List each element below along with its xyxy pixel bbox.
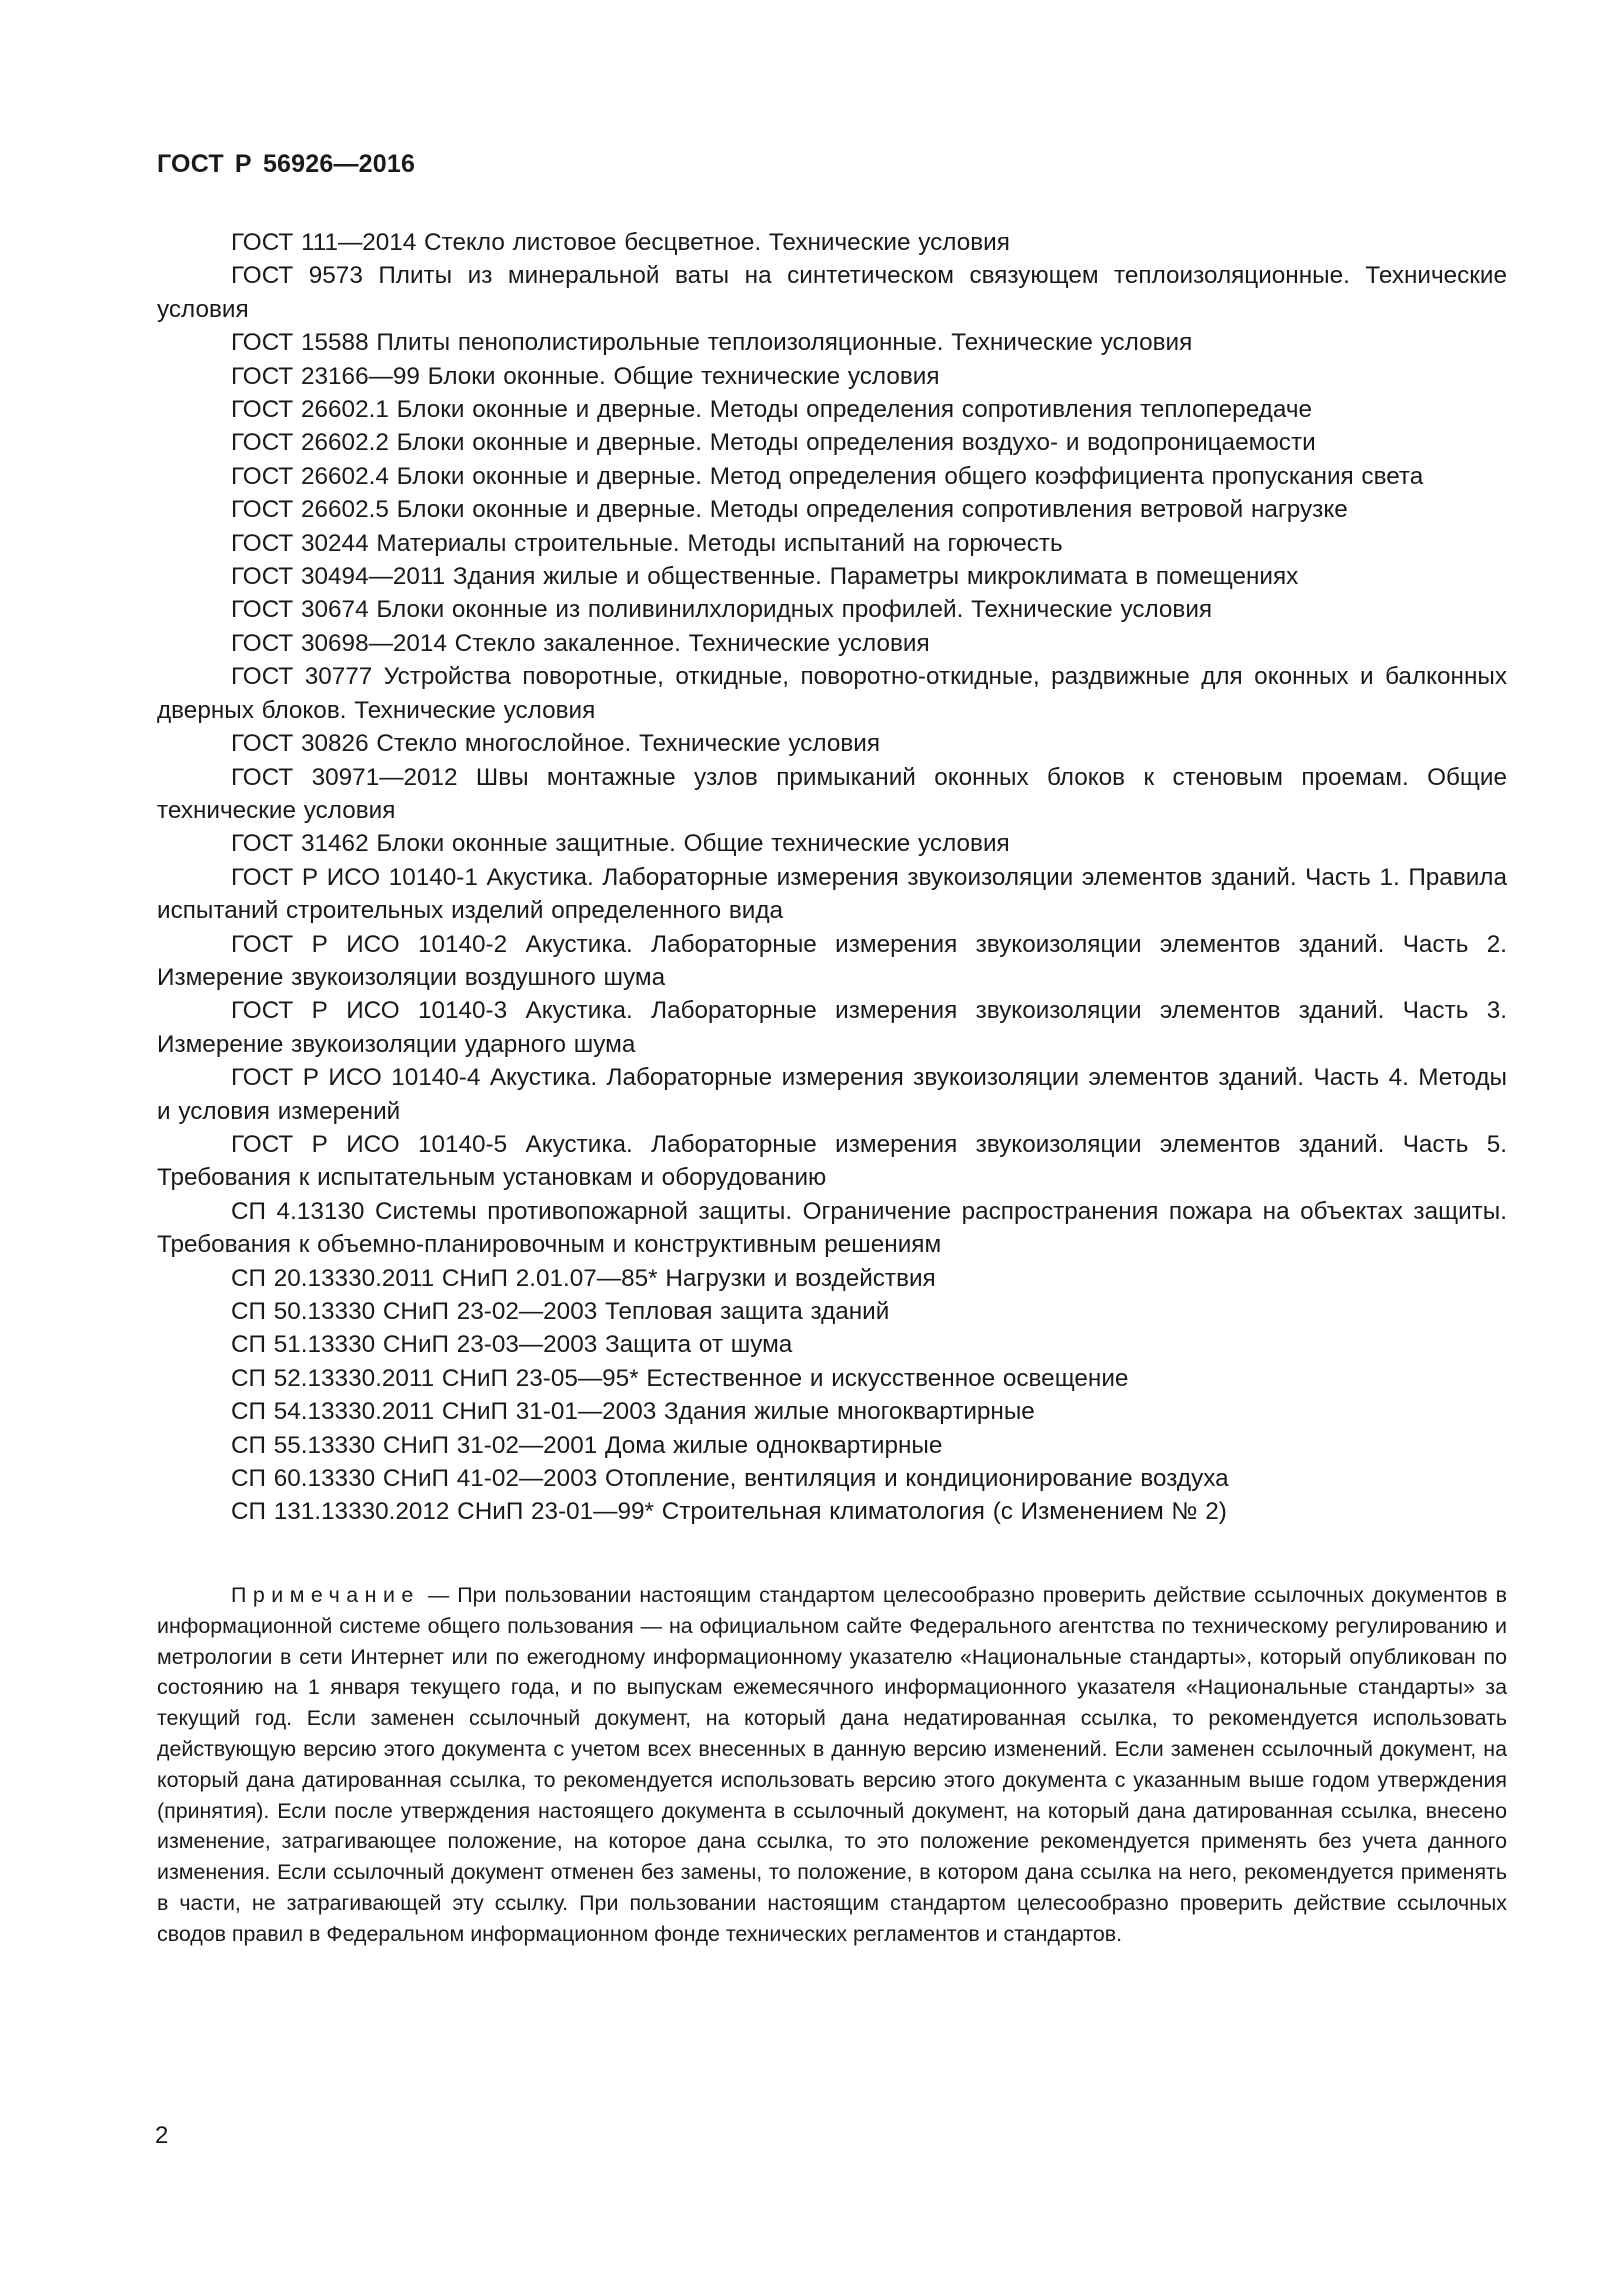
reference-item: СП 131.13330.2012 СНиП 23-01—99* Строительная климатология (с Изменением № 2) <box>231 1498 1227 1526</box>
reference-item: СП 51.13330 СНиП 23-03—2003 Защита от шума <box>231 1331 793 1359</box>
reference-item: ГОСТ 9573 Плиты из минеральной ваты на синтетическом связующем теплоизоляционные. Технические условия <box>157 262 1507 323</box>
reference-item: СП 4.13130 Системы противопожарной защиты. Ограничение распространения пожара на объектах защиты. Требования к объемно-планировочным и конструктивным решениям <box>157 1197 1507 1259</box>
reference-item: СП 54.13330.2011 СНиП 31-01—2003 Здания жилые многоквартирные <box>231 1398 1035 1426</box>
reference-item: ГОСТ Р ИСО 10140-5 Акустика. Лабораторные измерения звукоизоляции элементов зданий. Часть 5. Требования к испытательным установкам и оборудованию <box>157 1130 1507 1192</box>
reference-item: ГОСТ 26602.1 Блоки оконные и дверные. Методы определения сопротивления теплопередаче <box>231 396 1313 424</box>
reference-item: ГОСТ 30777 Устройства поворотные, откидные, поворотно-откидные, раздвижные для оконных и балконных дверных блоков. Технические условия <box>157 663 1507 724</box>
reference-item: ГОСТ 30674 Блоки оконные из поливинилхлоридных профилей. Технические условия <box>231 596 1213 624</box>
reference-item: ГОСТ 26602.2 Блоки оконные и дверные. Методы определения воздухо- и водопроницаемости <box>231 429 1316 457</box>
reference-item: СП 20.13330.2011 СНиП 2.01.07—85* Нагрузки и воздействия <box>231 1264 936 1292</box>
reference-item: ГОСТ 30244 Материалы строительные. Методы испытаний на горючесть <box>231 529 1063 557</box>
reference-item: ГОСТ Р ИСО 10140-3 Акустика. Лабораторные измерения звукоизоляции элементов зданий. Часть 3. Измерение звукоизоляции ударного шума <box>157 997 1507 1058</box>
reference-item: ГОСТ Р ИСО 10140-1 Акустика. Лабораторные измерения звукоизоляции элементов зданий. Часть 1. Правила испытаний строительных изделий определенного вида <box>157 863 1507 925</box>
reference-item: ГОСТ 30971—2012 Швы монтажные узлов примыканий оконных блоков к стеновым проемам. Общие технические условия <box>157 763 1507 824</box>
reference-item: ГОСТ 26602.5 Блоки оконные и дверные. Методы определения сопротивления ветровой нагрузке <box>231 496 1348 524</box>
page-number: 2 <box>155 2122 169 2149</box>
reference-item: ГОСТ 111—2014 Стекло листовое бесцветное. Технические условия <box>231 229 1010 256</box>
reference-item: ГОСТ 30494—2011 Здания жилые и общественные. Параметры микроклимата в помещениях <box>231 563 1299 591</box>
reference-item: ГОСТ 31462 Блоки оконные защитные. Общие технические условия <box>231 830 1010 858</box>
reference-item: СП 55.13330 СНиП 31-02—2001 Дома жилые одноквартирные <box>231 1431 943 1459</box>
reference-item: ГОСТ Р ИСО 10140-4 Акустика. Лабораторные измерения звукоизоляции элементов зданий. Часть 4. Методы и условия измерений <box>157 1064 1507 1125</box>
reference-item: ГОСТ 30826 Стекло многослойное. Технические условия <box>231 730 880 758</box>
reference-item: ГОСТ 30698—2014 Стекло закаленное. Технические условия <box>231 629 930 657</box>
reference-item: ГОСТ 26602.4 Блоки оконные и дверные. Метод определения общего коэффициента пропускания света <box>231 462 1424 490</box>
note-paragraph <box>157 1580 1507 1950</box>
reference-item: СП 50.13330 СНиП 23-02—2003 Тепловая защита зданий <box>231 1298 890 1325</box>
reference-item: ГОСТ 15588 Плиты пенополистирольные теплоизоляционные. Технические условия <box>231 329 1193 357</box>
note-text: При пользовании настоящим стандартом целесообразно проверить действие ссылочных документов в информационной системе общего пользования — на официальном сайте Федерального агентства по техническому регулированию и метрологии в сети Интернет или по ежегодному информационному указателю «Национальные стандарты», который опубликован по состоянию на 1 января текущего года, и по выпускам ежемесячного информационного указателя «Национальные стандарты» за текущий год. Если заменен ссылочный документ, на который дана недатированная ссылка, то рекомендуется использовать действующую версию этого документа с учетом всех внесенных в данную версию изменений. Если заменен ссылочный документ, на который дана датированная ссылка, то рекомендуется использовать версию этого документа с указанным выше годом утверждения (принятия). Если после утверждения настоящего документа в ссылочный документ, на который дана датированная ссылка, внесено изменение, затрагивающее положение, на которое дана ссылка, то это положение рекомендуется применять без учета данного изменения. Если ссылочный документ отменен без замены, то положение, в котором дана ссылка на него, рекомендуется применять в части, не затрагивающей эту ссылку. При пользовании настоящим стандартом целесообразно проверить действие ссылочных сводов правил в Федеральном информационном фонде технических регламентов и стандартов. <box>157 1583 1507 1946</box>
reference-item: СП 52.13330.2011 СНиП 23-05—95* Естественное и искусственное освещение <box>231 1364 1129 1392</box>
normative-references-list <box>157 226 1507 1529</box>
reference-item: ГОСТ 23166—99 Блоки оконные. Общие технические условия <box>231 362 940 390</box>
reference-item: СП 60.13330 СНиП 41-02—2003 Отопление, вентиляция и кондиционирование воздуха <box>231 1465 1229 1493</box>
document-header: ГОСТ Р 56926—2016 <box>157 150 416 178</box>
note-label: Примечание <box>231 1583 420 1607</box>
note-dash: — <box>427 1583 450 1607</box>
reference-item: ГОСТ Р ИСО 10140-2 Акустика. Лабораторные измерения звукоизоляции элементов зданий. Часть 2. Измерение звукоизоляции воздушного шума <box>157 930 1507 991</box>
